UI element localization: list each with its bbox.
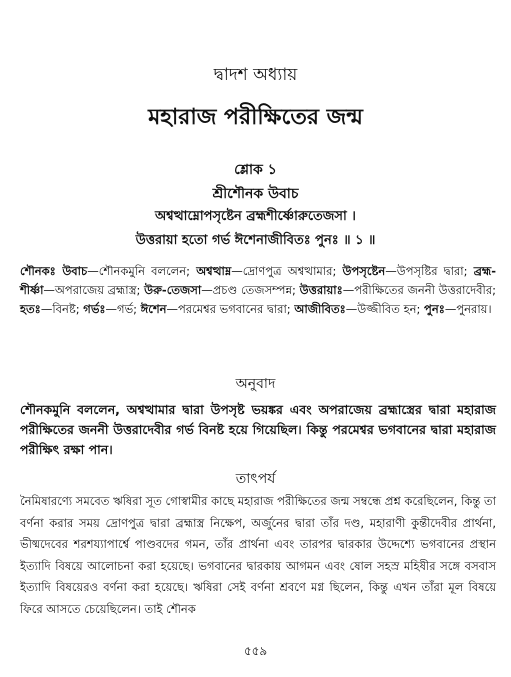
- syn-word: শৌনকঃ উবাচ: [20, 264, 88, 278]
- syn-meaning: অপরাজেয় ব্রহ্মাস্ত্র;: [54, 283, 141, 297]
- chapter-heading: দ্বাদশ অধ্যায়: [213, 65, 298, 85]
- purport-heading: তাৎপর্য: [235, 471, 276, 487]
- synonyms-paragraph: শৌনকঃ উবাচ—শৌনকমুনি বললেন; অশ্বত্থাম্ন—দ্রোণপুত্র অশ্বত্থামার; উপসৃষ্টেন—উপসৃষ্টির দ্বারা; ব্রহ্ম-শীর্ষ্ণা—অপরাজেয় ব্রহ্মাস্ত্র; উরু-তেজসা—প্রচণ্ড তেজসম্পন্ন; উত্তরায়াঃ—পরীক্ষিতের জননী উত্তরাদেবীর; হতঃ—বিনষ্ট; গর্ভঃ—গর্ভ; ঈশেন—পরমেশ্বর ভগবানের দ্বারা; আজীবিতঃ—উজ্জীবিত হন; পুনঃ—পুনরায়।: [20, 264, 497, 316]
- page-number: ৫৫৯: [243, 644, 268, 658]
- syn-meaning: শৌনকমুনি বললেন;: [98, 264, 191, 278]
- syn-word: পুনঃ: [424, 302, 445, 316]
- syn-meaning: দ্রোণপুত্র অশ্বত্থামার;: [242, 264, 337, 278]
- verse-speaker: শ্রীশৌনক উবাচ: [212, 186, 299, 202]
- syn-meaning: পুনরায়।: [456, 302, 492, 316]
- syn-meaning: প্রচণ্ড তেজসম্পন্ন;: [212, 283, 296, 297]
- translation-text: শৌনকমুনি বললেন, অশ্বত্থামার দ্বারা উপসৃষ্ট ভয়ঙ্কর এবং অপরাজেয় ব্রহ্মাস্ত্রের দ্বারা মহারাজ পরীক্ষিতের জননী উত্তরাদেবীর গর্ভ বিনষ্ট হয়ে গিয়েছিল। কিন্তু পরমেশ্বর ভগবানের দ্বারা মহারাজ পরীক্ষিৎ রক্ষা পান।: [20, 402, 496, 457]
- verse-line-1: অশ্বত্থাম্নোপসৃষ্টেন ব্রহ্মশীর্ষ্ণোরুতেজসা ।: [155, 209, 356, 224]
- syn-meaning: বিনষ্ট;: [52, 302, 80, 316]
- syn-meaning: উজ্জীবিত হন;: [357, 302, 421, 316]
- syn-word: ঈশেন: [140, 302, 167, 316]
- syn-word: ব্রহ্ম-শীর্ষ্ণা: [20, 264, 496, 297]
- syn-word: উরু-তেজসা: [144, 283, 202, 297]
- syn-meaning: উপসৃষ্টির দ্বারা;: [396, 264, 468, 278]
- syn-word: অশ্বত্থাম্ন: [196, 264, 232, 278]
- syn-word: উপসৃষ্টেন: [342, 264, 386, 278]
- translation-heading: অনুবাদ: [235, 376, 276, 392]
- purport-text: নৈমিষারণ্যে সমবেত ঋষিরা সূত গোস্বামীর কাছে মহারাজ পরীক্ষিতের জন্ম সম্বন্ধে প্রশ্ন করেছিলেন, কিন্তু তা বর্ণনা করার সময় দ্রোণপুত্র দ্বারা ব্রহ্মাস্ত্র নিক্ষেপ, অর্জুনের দ্বারা তাঁর দণ্ড, মহারাণী কুন্তীদেবীর প্রার্থনা, ভীষ্মদেবের শরশয্যাপার্শ্বে পাণ্ডবদের গমন, তাঁর প্রার্থনা এবং তারপর দ্বারকার উদ্দেশ্যে ভগবানের প্রস্থান ইত্যাদি বিষয়ে আলোচনা করা হয়েছে। ভগবানের দ্বারকায় আগমন এবং ষোল সহস্র মহিষীর সঙ্গে বসবাস ইত্যাদি বিষয়েরও বর্ণনা করা হয়েছে। ঋষিরা সেই বর্ণনা শ্রবণে মগ্ন ছিলেন, কিন্তু এখন তাঁরা মূল বিষয়ে ফিরে আসতে চেয়েছিলেন। তাই শৌনক: [20, 494, 496, 616]
- verse-line-2: উত্তরায়া হতো গর্ভ ঈশেনাজীবিতঃ পুনঃ ॥ ১ ॥: [135, 233, 376, 248]
- chapter-title: মহারাজ পরীক্ষিতের জন্ম: [148, 105, 363, 130]
- syn-word: আজীবিতঃ: [294, 302, 346, 316]
- syn-word: গর্ভঃ: [83, 302, 106, 316]
- syn-meaning: পরীক্ষিতের জননী উত্তরাদেবীর;: [354, 283, 497, 297]
- syn-word: উত্তরায়াঃ: [299, 283, 343, 297]
- verse-number: শ্লোক ১: [234, 162, 277, 178]
- syn-word: হতঃ: [20, 302, 41, 316]
- syn-meaning: পরমেশ্বর ভগবানের দ্বারা;: [177, 302, 291, 316]
- syn-meaning: গর্ভ;: [117, 302, 138, 316]
